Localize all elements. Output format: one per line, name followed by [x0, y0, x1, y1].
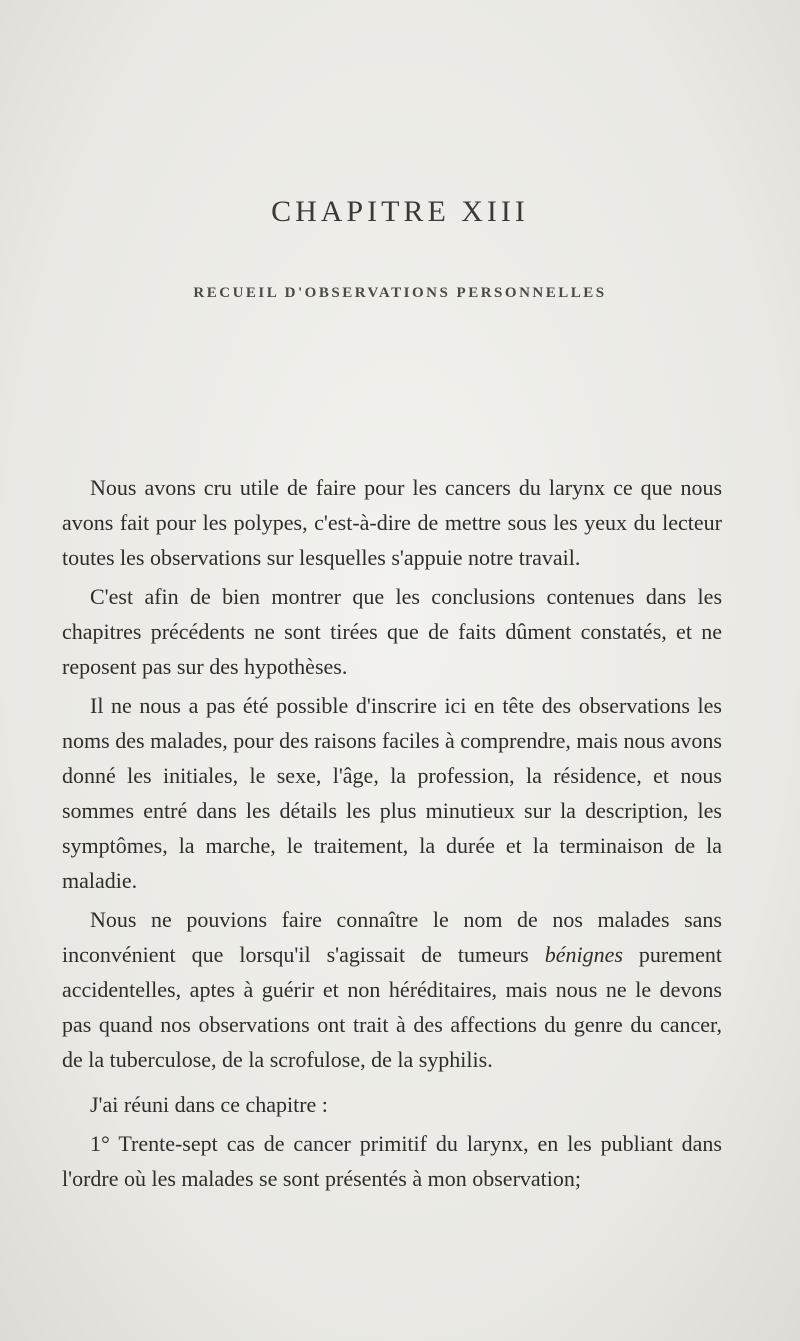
body-text	[62, 470, 722, 1200]
paragraph-2: C'est afin de bien montrer que les conclusions contenues dans les chapitres précédents ne sont tirées que de faits dûment constatés, et ne reposent pas sur des hypothèses.	[62, 584, 722, 679]
chapter-subtitle: RECUEIL D'OBSERVATIONS PERSONNELLES	[193, 285, 607, 301]
paragraph-4-after: purement accidentelles, aptes à guérir et non héréditaires, mais nous ne le devons pas quand nos observations ont trait à des affections du genre du cancer, de la tuberculose, de la scrofulose, de la syphilis.	[62, 942, 722, 1072]
paragraph-4-before: Nous ne pouvions faire connaître le nom de nos malades sans inconvénient que lorsqu'il s'agissait de tumeurs	[62, 907, 722, 967]
paragraph-4	[62, 902, 722, 1077]
paragraph-4-emphasis: bénignes	[544, 942, 623, 967]
list-intro: J'ai réuni dans ce chapitre :	[90, 1092, 328, 1117]
paragraph-3: Il ne nous a pas été possible d'inscrire ici en tête des observations les noms des malades, pour des raisons faciles à comprendre, mais nous avons donné les initiales, le sexe, l'âge, la profession, la résidence, et nous sommes entré dans les détails les plus minutieux sur la description, les symptômes, la marche, le traitement, la durée et la terminaison de la maladie.	[62, 693, 722, 893]
paragraph-1: Nous avons cru utile de faire pour les cancers du larynx ce que nous avons fait pour les polypes, c'est-à-dire de mettre sous les yeux du lecteur toutes les observations sur lesquelles s'appuie notre travail.	[62, 475, 722, 570]
chapter-title: CHAPITRE XIII	[271, 195, 529, 228]
list-item-1: 1° Trente-sept cas de cancer primitif du larynx, en les publiant dans l'ordre où les malades se sont présentés à mon observation;	[62, 1131, 722, 1191]
